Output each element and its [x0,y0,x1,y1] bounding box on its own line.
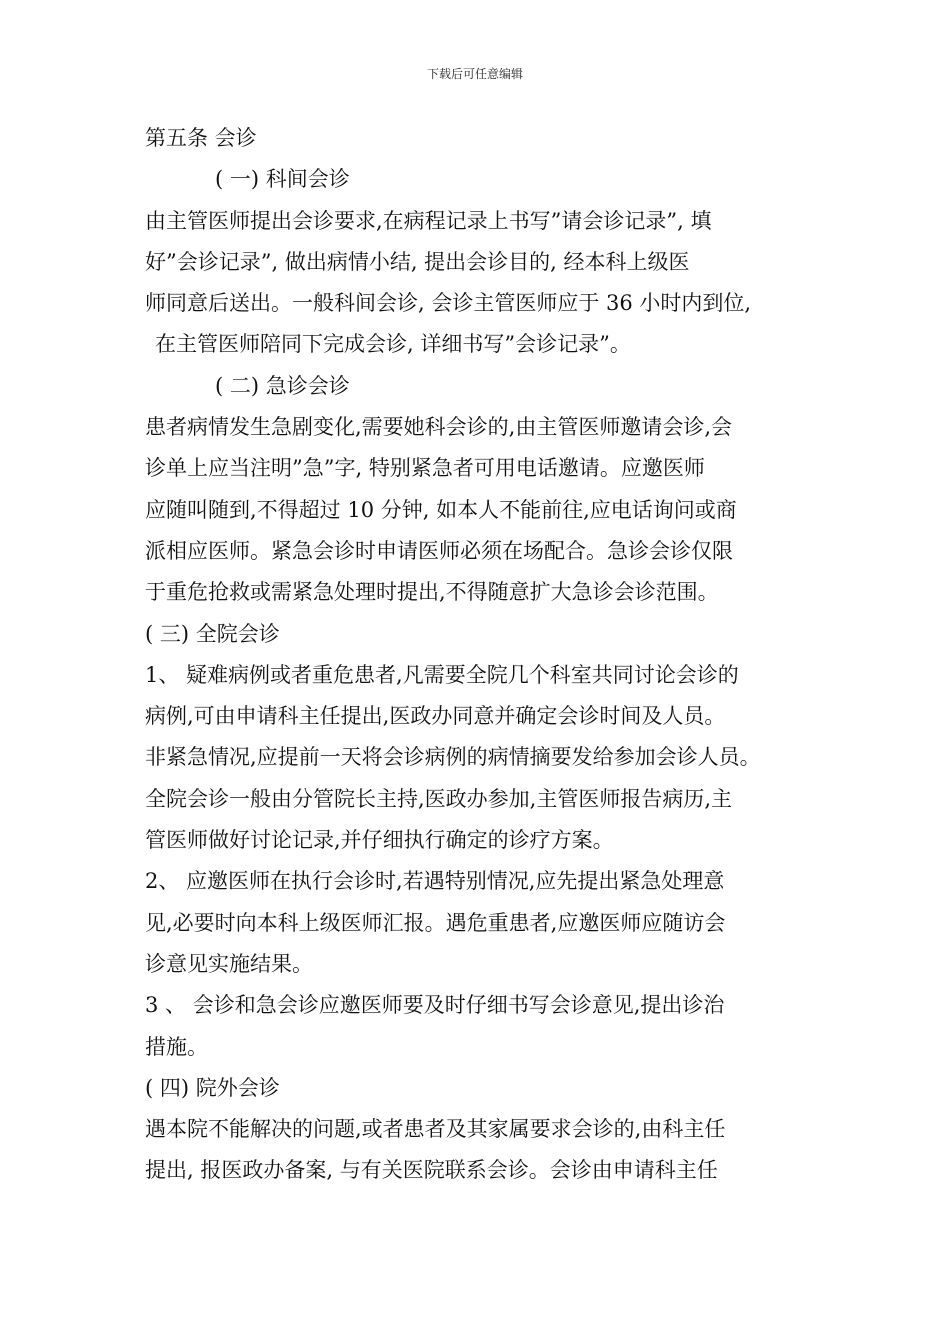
paragraph-line: 病例,可由申请科主任提出,医政办同意并确定会诊时间及人员。 [145,704,726,729]
paragraph-line: 派相应医师。紧急会诊时申请医师必须在场配合。急诊会诊仅限 [145,538,733,563]
paragraph-line: 诊意见实施结果。 [145,951,313,976]
paragraph-line: 非紧急情况,应提前一天将会诊病例的病情摘要发给参加会诊人员。 [145,745,761,770]
section-heading-external: ( 四) 院外会诊 [145,1075,280,1100]
paragraph-line: 好”会诊记录”, 做出病情小结, 提出会诊目的, 经本科上级医 [145,249,690,274]
section-heading-hospital-wide: ( 三) 全院会诊 [145,621,280,646]
section-heading-interdepartmental: ( 一) 科间会诊 [215,167,350,192]
section-heading-emergency: ( 二) 急诊会诊 [215,373,350,398]
paragraph-line: 患者病情发生急剧变化,需要她科会诊的,由主管医师邀请会诊,会 [145,415,733,440]
paragraph-line: 提出, 报医政办备案, 与有关医院联系会诊。会诊由申请科主任 [145,1158,718,1183]
paragraph-line: 在主管医师陪同下完成会诊, 详细书写”会诊记录”。 [155,332,631,357]
paragraph-line: 措施。 [145,1034,208,1059]
page-header-note: 下载后可任意编辑 [426,67,523,81]
article-title: 第五条 会诊 [145,126,257,150]
paragraph-line: 师同意后送出。一般科间会诊, 会诊主管医师应于 36 小时内到位, [145,291,752,316]
paragraph-line: 应随叫随到,不得超过 10 分钟, 如本人不能前往,应电话询问或商 [145,497,737,522]
paragraph-line: 见,必要时向本科上级医师汇报。遇危重患者,应邀医师应随访会 [145,910,726,935]
paragraph-line: 遇本院不能解决的问题,或者患者及其家属要求会诊的,由科主任 [145,1117,726,1142]
paragraph-line: 于重危抢救或需紧急处理时提出,不得随意扩大急诊会诊范围。 [145,580,719,605]
paragraph-line: 管医师做好讨论记录,并仔细执行确定的诊疗方案。 [145,828,614,853]
document-body [145,118,825,1192]
paragraph-line: 由主管医师提出会诊要求,在病程记录上书写”请会诊记录”, 填 [145,208,712,233]
paragraph-line: 全院会诊一般由分管院长主持,医政办参加,主管医师报告病历,主 [145,786,733,811]
paragraph-line: 3 、 会诊和急会诊应邀医师要及时仔细书写会诊意见,提出诊治 [145,993,725,1018]
paragraph-line: 诊单上应当注明”急”字, 特别紧急者可用电话邀请。应邀医师 [145,456,705,481]
paragraph-line: 1、 疑难病例或者重危患者,凡需要全院几个科室共同讨论会诊的 [145,662,739,687]
paragraph-line: 2、 应邀医师在执行会诊时,若遇特别情况,应先提出紧急处理意 [145,869,725,894]
